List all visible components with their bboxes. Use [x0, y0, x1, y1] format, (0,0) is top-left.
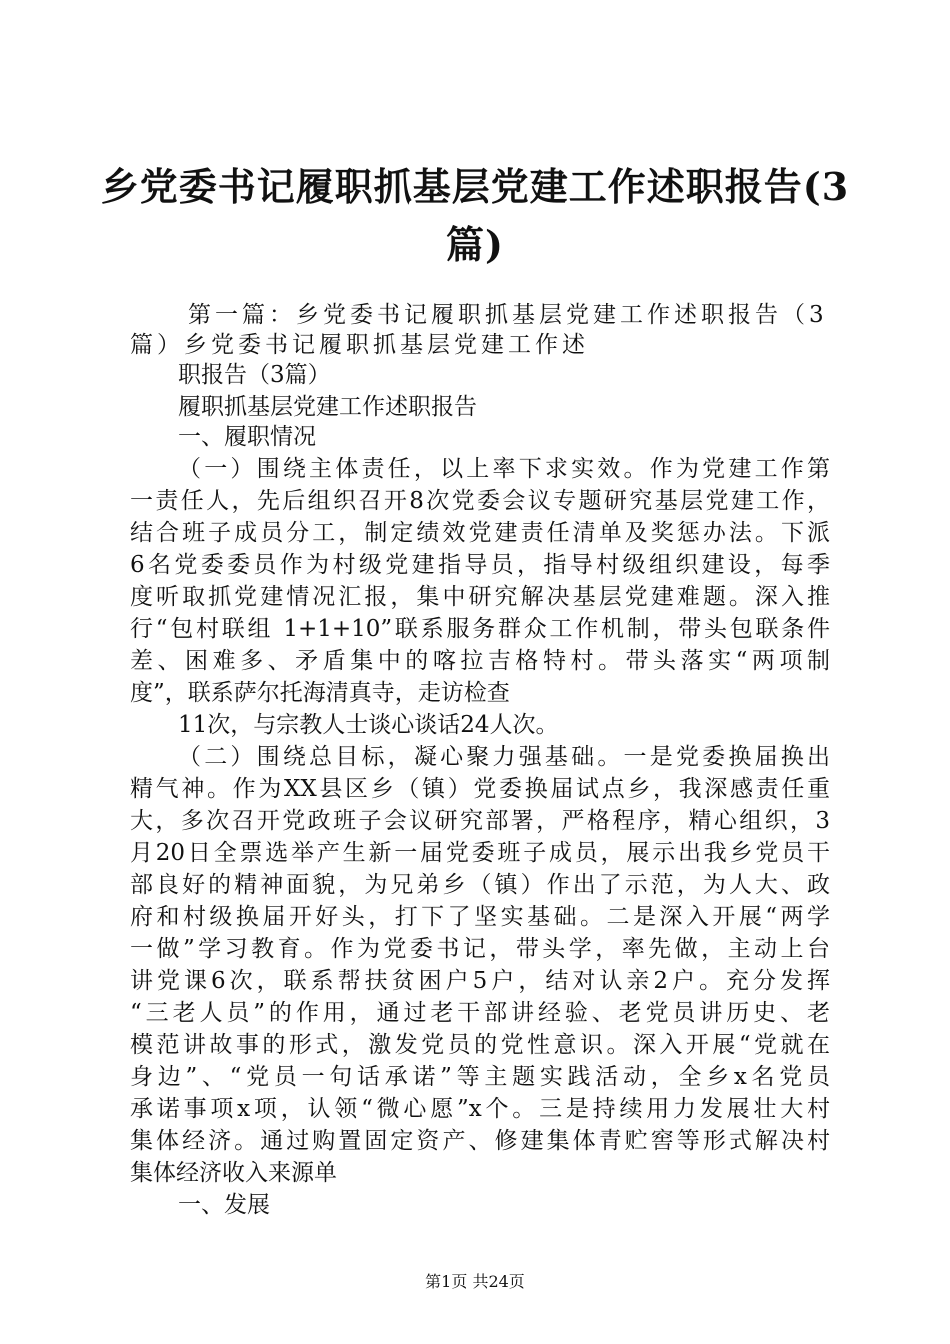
paragraph-line: 一责任人，先后组织召开8次党委会议专题研究基层党建工作，	[130, 488, 830, 514]
paragraph-line: 度”，联系萨尔托海清真寺，走访检查	[130, 680, 510, 706]
paragraph-line: 承诺事项x项，认领“微心愿”x个。三是持续用力发展壮大村	[130, 1096, 830, 1122]
paragraph-line: （一）围绕主体责任，以上率下求实效。作为党建工作第	[178, 456, 830, 482]
paragraph-line: 度听取抓党建情况汇报，集中研究解决基层党建难题。深入推	[130, 584, 830, 610]
section-heading: 一、履职情况	[178, 424, 316, 450]
paragraph-line: 精气神。作为XX县区乡（镇）党委换届试点乡，我深感责任重	[130, 776, 830, 802]
paragraph-line: 第一篇：乡党委书记履职抓基层党建工作述职报告（3	[188, 302, 828, 328]
paragraph-line: 集体经济。通过购置固定资产、修建集体青贮窖等形式解决村	[130, 1128, 830, 1154]
paragraph-line: 讲党课6次，联系帮扶贫困户5户，结对认亲2户。充分发挥	[130, 968, 830, 994]
paragraph-line: 结合班子成员分工，制定绩效党建责任清单及奖惩办法。下派	[130, 520, 830, 546]
page-footer: 第1页 共24页	[425, 1272, 525, 1291]
paragraph-line: 行“包村联组 1+1+10”联系服务群众工作机制，带头包联条件	[130, 616, 830, 642]
paragraph-line: 职报告（3篇）	[178, 362, 331, 388]
paragraph-line: 身边”、“党员一句话承诺”等主题实践活动，全乡x名党员	[130, 1064, 830, 1090]
paragraph-line: 篇）乡党委书记履职抓基层党建工作述	[130, 332, 589, 358]
paragraph-line: 集体经济收入来源单	[130, 1160, 337, 1186]
paragraph-line: 大，多次召开党政班子会议研究部署，严格程序，精心组织，3	[130, 808, 830, 834]
paragraph-line: 模范讲故事的形式，激发党员的党性意识。深入开展“党就在	[130, 1032, 830, 1058]
paragraph-line: 部良好的精神面貌，为兄弟乡（镇）作出了示范，为人大、政	[130, 872, 830, 898]
paragraph-line: 6名党委委员作为村级党建指导员，指导村级组织建设，每季	[130, 552, 830, 578]
section-heading: 一、发展	[178, 1192, 270, 1218]
paragraph-line: 一做”学习教育。作为党委书记，带头学，率先做，主动上台	[130, 936, 830, 962]
paragraph-line: “三老人员”的作用，通过老干部讲经验、老党员讲历史、老	[130, 1000, 830, 1026]
document-title-line-2: 篇)	[446, 222, 504, 267]
paragraph-line: 11次，与宗教人士谈心谈话24人次。	[178, 712, 559, 738]
paragraph-line: 月20日全票选举产生新一届党委班子成员，展示出我乡党员干	[130, 840, 830, 866]
paragraph-line: （二）围绕总目标，凝心聚力强基础。一是党委换届换出	[178, 744, 830, 770]
paragraph-line: 差、困难多、矛盾集中的喀拉吉格特村。带头落实“两项制	[130, 648, 830, 674]
paragraph-line: 府和村级换届开好头，打下了坚实基础。二是深入开展“两学	[130, 904, 830, 930]
paragraph-line: 履职抓基层党建工作述职报告	[178, 394, 477, 420]
document-title-line-1: 乡党委书记履职抓基层党建工作述职报告(3	[100, 164, 850, 209]
